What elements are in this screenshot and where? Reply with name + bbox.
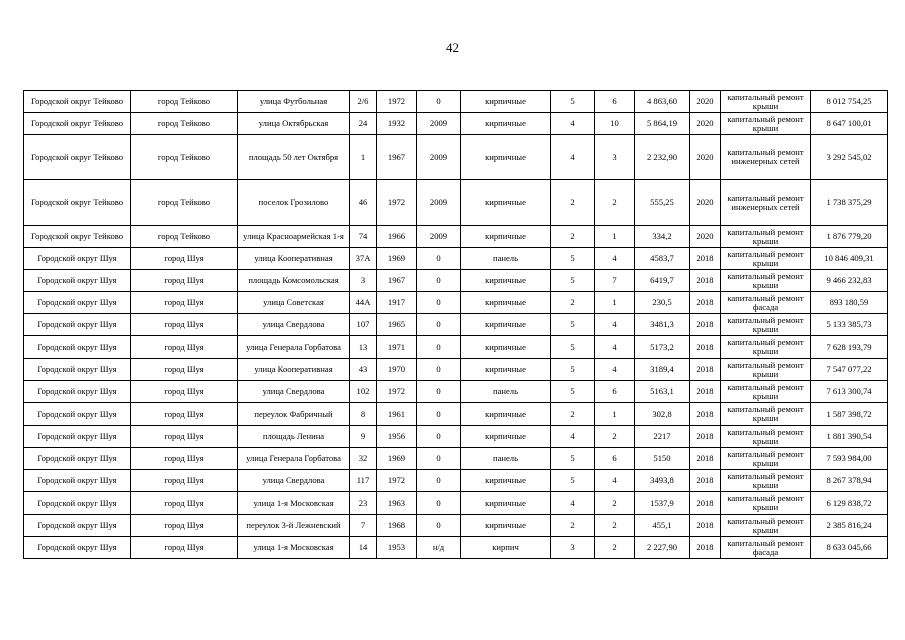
cell-area: 3493,8 xyxy=(635,470,690,492)
cell-work-type: капитальный ремонт крыши xyxy=(721,426,811,448)
cell-repair-year: 0 xyxy=(417,426,461,448)
table-row xyxy=(24,248,888,270)
cell-plan-year: 2018 xyxy=(690,492,721,515)
cell-house: 43 xyxy=(350,359,377,381)
cell-street: переулок 3-й Лежневский xyxy=(238,515,350,537)
cell-cost: 893 180,59 xyxy=(811,292,888,314)
table-row xyxy=(24,448,888,470)
cell-build-year: 1969 xyxy=(377,248,417,270)
cell-street: переулок Фабричный xyxy=(238,403,350,426)
cell-house: 24 xyxy=(350,113,377,135)
cell-city: город Тейково xyxy=(131,91,238,113)
cell-floors: 2 xyxy=(551,515,595,537)
cell-city: город Шуя xyxy=(131,448,238,470)
cell-okrug: Городской округ Шуя xyxy=(24,381,131,403)
cell-cost: 1 587 398,72 xyxy=(811,403,888,426)
cell-city: город Шуя xyxy=(131,515,238,537)
cell-area: 5163,1 xyxy=(635,381,690,403)
cell-street: поселок Грозилово xyxy=(238,180,350,226)
table-row xyxy=(24,537,888,559)
cell-wall-material: кирпичные xyxy=(461,492,551,515)
cell-repair-year: н/д xyxy=(417,537,461,559)
cell-wall-material: кирпичные xyxy=(461,292,551,314)
cell-build-year: 1972 xyxy=(377,381,417,403)
cell-cost: 7 593 984,00 xyxy=(811,448,888,470)
cell-plan-year: 2018 xyxy=(690,248,721,270)
cell-city: город Шуя xyxy=(131,270,238,292)
cell-wall-material: панель xyxy=(461,248,551,270)
cell-area: 3189,4 xyxy=(635,359,690,381)
cell-street: улица Свердлова xyxy=(238,470,350,492)
cell-plan-year: 2018 xyxy=(690,403,721,426)
cell-wall-material: панель xyxy=(461,381,551,403)
cell-okrug: Городской округ Шуя xyxy=(24,537,131,559)
cell-house: 1 xyxy=(350,135,377,180)
cell-build-year: 1970 xyxy=(377,359,417,381)
table-row xyxy=(24,426,888,448)
cell-street: улица Красноармейская 1-я xyxy=(238,226,350,248)
cell-cost: 2 385 816,24 xyxy=(811,515,888,537)
cell-entrances: 2 xyxy=(595,537,635,559)
cell-house: 9 xyxy=(350,426,377,448)
cell-entrances: 4 xyxy=(595,336,635,359)
cell-plan-year: 2018 xyxy=(690,270,721,292)
cell-work-type: капитальный ремонт инженерных сетей xyxy=(721,135,811,180)
cell-plan-year: 2018 xyxy=(690,359,721,381)
cell-house: 13 xyxy=(350,336,377,359)
cell-street: улица Октябрьская xyxy=(238,113,350,135)
cell-repair-year: 0 xyxy=(417,292,461,314)
cell-house: 8 xyxy=(350,403,377,426)
table-row xyxy=(24,492,888,515)
cell-plan-year: 2018 xyxy=(690,336,721,359)
cell-okrug: Городской округ Тейково xyxy=(24,135,131,180)
cell-house: 117 xyxy=(350,470,377,492)
cell-cost: 8 647 100,01 xyxy=(811,113,888,135)
cell-street: улица Футбольная xyxy=(238,91,350,113)
cell-street: улица Свердлова xyxy=(238,381,350,403)
cell-build-year: 1972 xyxy=(377,470,417,492)
cell-repair-year: 0 xyxy=(417,359,461,381)
cell-city: город Шуя xyxy=(131,537,238,559)
cell-entrances: 10 xyxy=(595,113,635,135)
cell-cost: 7 613 300,74 xyxy=(811,381,888,403)
table-row xyxy=(24,270,888,292)
cell-okrug: Городской округ Тейково xyxy=(24,180,131,226)
table-row xyxy=(24,135,888,180)
cell-house: 3 xyxy=(350,270,377,292)
cell-build-year: 1968 xyxy=(377,515,417,537)
cell-street: улица 1-я Московская xyxy=(238,492,350,515)
cell-floors: 4 xyxy=(551,492,595,515)
cell-city: город Шуя xyxy=(131,248,238,270)
cell-street: улица Кооперативная xyxy=(238,248,350,270)
cell-street: улица Кооперативная xyxy=(238,359,350,381)
cell-floors: 5 xyxy=(551,448,595,470)
cell-okrug: Городской округ Шуя xyxy=(24,248,131,270)
cell-wall-material: кирпичные xyxy=(461,226,551,248)
table-row xyxy=(24,180,888,226)
cell-city: город Шуя xyxy=(131,403,238,426)
cell-floors: 3 xyxy=(551,537,595,559)
cell-city: город Шуя xyxy=(131,381,238,403)
cell-street: площадь Комсомольская xyxy=(238,270,350,292)
cell-okrug: Городской округ Тейково xyxy=(24,113,131,135)
table-row xyxy=(24,470,888,492)
cell-house: 14 xyxy=(350,537,377,559)
cell-repair-year: 2009 xyxy=(417,180,461,226)
cell-build-year: 1969 xyxy=(377,448,417,470)
cell-okrug: Городской округ Тейково xyxy=(24,91,131,113)
cell-cost: 7 628 193,79 xyxy=(811,336,888,359)
cell-house: 2/6 xyxy=(350,91,377,113)
cell-work-type: капитальный ремонт крыши xyxy=(721,226,811,248)
cell-work-type: капитальный ремонт крыши xyxy=(721,314,811,336)
cell-repair-year: 0 xyxy=(417,492,461,515)
cell-work-type: капитальный ремонт фасада xyxy=(721,292,811,314)
cell-build-year: 1967 xyxy=(377,135,417,180)
cell-repair-year: 2009 xyxy=(417,226,461,248)
cell-work-type: капитальный ремонт крыши xyxy=(721,336,811,359)
cell-cost: 8 633 045,66 xyxy=(811,537,888,559)
cell-area: 230,5 xyxy=(635,292,690,314)
table-row xyxy=(24,336,888,359)
cell-plan-year: 2018 xyxy=(690,381,721,403)
cell-city: город Шуя xyxy=(131,314,238,336)
buildings-table xyxy=(23,90,888,559)
cell-cost: 1 876 779,20 xyxy=(811,226,888,248)
cell-wall-material: кирпичные xyxy=(461,336,551,359)
cell-repair-year: 0 xyxy=(417,91,461,113)
cell-area: 555,25 xyxy=(635,180,690,226)
cell-area: 302,8 xyxy=(635,403,690,426)
cell-floors: 5 xyxy=(551,381,595,403)
cell-work-type: капитальный ремонт крыши xyxy=(721,515,811,537)
cell-wall-material: кирпичные xyxy=(461,515,551,537)
cell-plan-year: 2018 xyxy=(690,537,721,559)
cell-entrances: 1 xyxy=(595,403,635,426)
cell-area: 455,1 xyxy=(635,515,690,537)
cell-entrances: 1 xyxy=(595,292,635,314)
cell-work-type: капитальный ремонт инженерных сетей xyxy=(721,180,811,226)
cell-okrug: Городской округ Тейково xyxy=(24,226,131,248)
cell-build-year: 1961 xyxy=(377,403,417,426)
cell-street: улица Генерала Горбатова xyxy=(238,336,350,359)
cell-repair-year: 2009 xyxy=(417,135,461,180)
cell-cost: 1 881 390,54 xyxy=(811,426,888,448)
cell-plan-year: 2018 xyxy=(690,470,721,492)
cell-floors: 4 xyxy=(551,135,595,180)
page-number: 42 xyxy=(446,40,459,55)
cell-repair-year: 2009 xyxy=(417,113,461,135)
cell-area: 4583,7 xyxy=(635,248,690,270)
cell-wall-material: кирпичные xyxy=(461,470,551,492)
cell-city: город Тейково xyxy=(131,113,238,135)
cell-work-type: капитальный ремонт крыши xyxy=(721,448,811,470)
cell-work-type: капитальный ремонт крыши xyxy=(721,91,811,113)
cell-repair-year: 0 xyxy=(417,515,461,537)
cell-entrances: 2 xyxy=(595,492,635,515)
cell-house: 7 xyxy=(350,515,377,537)
cell-entrances: 4 xyxy=(595,359,635,381)
cell-work-type: капитальный ремонт крыши xyxy=(721,270,811,292)
cell-floors: 5 xyxy=(551,314,595,336)
cell-entrances: 7 xyxy=(595,270,635,292)
cell-repair-year: 0 xyxy=(417,448,461,470)
cell-plan-year: 2020 xyxy=(690,226,721,248)
cell-house: 37А xyxy=(350,248,377,270)
cell-okrug: Городской округ Шуя xyxy=(24,470,131,492)
cell-entrances: 6 xyxy=(595,381,635,403)
cell-entrances: 2 xyxy=(595,180,635,226)
cell-city: город Шуя xyxy=(131,492,238,515)
cell-floors: 5 xyxy=(551,270,595,292)
cell-plan-year: 2018 xyxy=(690,292,721,314)
cell-repair-year: 0 xyxy=(417,470,461,492)
cell-repair-year: 0 xyxy=(417,248,461,270)
cell-plan-year: 2018 xyxy=(690,515,721,537)
cell-floors: 5 xyxy=(551,336,595,359)
table-row xyxy=(24,381,888,403)
cell-entrances: 4 xyxy=(595,314,635,336)
cell-area: 2 227,90 xyxy=(635,537,690,559)
cell-work-type: капитальный ремонт крыши xyxy=(721,403,811,426)
cell-house: 74 xyxy=(350,226,377,248)
cell-work-type: капитальный ремонт крыши xyxy=(721,359,811,381)
cell-repair-year: 0 xyxy=(417,314,461,336)
cell-city: город Шуя xyxy=(131,292,238,314)
cell-wall-material: кирпичные xyxy=(461,403,551,426)
cell-wall-material: панель xyxy=(461,448,551,470)
cell-house: 32 xyxy=(350,448,377,470)
cell-entrances: 4 xyxy=(595,248,635,270)
cell-repair-year: 0 xyxy=(417,270,461,292)
cell-cost: 3 292 545,02 xyxy=(811,135,888,180)
cell-build-year: 1972 xyxy=(377,180,417,226)
cell-repair-year: 0 xyxy=(417,336,461,359)
cell-okrug: Городской округ Шуя xyxy=(24,426,131,448)
cell-okrug: Городской округ Шуя xyxy=(24,359,131,381)
cell-work-type: капитальный ремонт крыши xyxy=(721,381,811,403)
cell-area: 3481,3 xyxy=(635,314,690,336)
table-row xyxy=(24,403,888,426)
cell-entrances: 2 xyxy=(595,426,635,448)
cell-build-year: 1956 xyxy=(377,426,417,448)
cell-city: город Тейково xyxy=(131,226,238,248)
cell-city: город Шуя xyxy=(131,336,238,359)
cell-plan-year: 2018 xyxy=(690,314,721,336)
cell-entrances: 4 xyxy=(595,470,635,492)
cell-entrances: 2 xyxy=(595,515,635,537)
cell-area: 2 232,90 xyxy=(635,135,690,180)
cell-city: город Тейково xyxy=(131,180,238,226)
cell-house: 107 xyxy=(350,314,377,336)
cell-street: улица Свердлова xyxy=(238,314,350,336)
cell-city: город Шуя xyxy=(131,470,238,492)
cell-plan-year: 2020 xyxy=(690,180,721,226)
cell-wall-material: кирпичные xyxy=(461,180,551,226)
cell-wall-material: кирпичные xyxy=(461,113,551,135)
cell-street: улица Генерала Горбатова xyxy=(238,448,350,470)
cell-house: 46 xyxy=(350,180,377,226)
cell-cost: 5 133 385,73 xyxy=(811,314,888,336)
cell-cost: 8 267 378,94 xyxy=(811,470,888,492)
cell-street: улица Советская xyxy=(238,292,350,314)
cell-work-type: капитальный ремонт крыши xyxy=(721,248,811,270)
cell-build-year: 1972 xyxy=(377,91,417,113)
cell-plan-year: 2018 xyxy=(690,448,721,470)
cell-okrug: Городской округ Шуя xyxy=(24,403,131,426)
cell-build-year: 1917 xyxy=(377,292,417,314)
table-row xyxy=(24,113,888,135)
cell-house: 44А xyxy=(350,292,377,314)
cell-entrances: 6 xyxy=(595,91,635,113)
cell-build-year: 1932 xyxy=(377,113,417,135)
cell-entrances: 6 xyxy=(595,448,635,470)
cell-floors: 2 xyxy=(551,403,595,426)
cell-street: площадь 50 лет Октября xyxy=(238,135,350,180)
cell-wall-material: кирпичные xyxy=(461,270,551,292)
cell-build-year: 1953 xyxy=(377,537,417,559)
cell-wall-material: кирпичные xyxy=(461,135,551,180)
cell-floors: 4 xyxy=(551,113,595,135)
cell-okrug: Городской округ Шуя xyxy=(24,492,131,515)
cell-street: площадь Ленина xyxy=(238,426,350,448)
cell-repair-year: 0 xyxy=(417,381,461,403)
cell-floors: 5 xyxy=(551,91,595,113)
cell-floors: 2 xyxy=(551,180,595,226)
cell-plan-year: 2020 xyxy=(690,113,721,135)
cell-build-year: 1963 xyxy=(377,492,417,515)
cell-cost: 7 547 077,22 xyxy=(811,359,888,381)
cell-plan-year: 2018 xyxy=(690,426,721,448)
table-row xyxy=(24,515,888,537)
table-row xyxy=(24,226,888,248)
cell-wall-material: кирпичные xyxy=(461,91,551,113)
table-row xyxy=(24,314,888,336)
cell-wall-material: кирпичные xyxy=(461,426,551,448)
cell-floors: 5 xyxy=(551,248,595,270)
table-row xyxy=(24,91,888,113)
cell-cost: 9 466 232,83 xyxy=(811,270,888,292)
cell-house: 23 xyxy=(350,492,377,515)
cell-plan-year: 2020 xyxy=(690,91,721,113)
cell-okrug: Городской округ Шуя xyxy=(24,292,131,314)
cell-cost: 10 846 409,31 xyxy=(811,248,888,270)
cell-work-type: капитальный ремонт крыши xyxy=(721,492,811,515)
cell-area: 5150 xyxy=(635,448,690,470)
cell-work-type: капитальный ремонт фасада xyxy=(721,537,811,559)
cell-floors: 2 xyxy=(551,292,595,314)
cell-cost: 6 129 838,72 xyxy=(811,492,888,515)
cell-floors: 5 xyxy=(551,470,595,492)
cell-city: город Шуя xyxy=(131,426,238,448)
cell-area: 5173,2 xyxy=(635,336,690,359)
cell-cost: 1 738 375,29 xyxy=(811,180,888,226)
cell-work-type: капитальный ремонт крыши xyxy=(721,113,811,135)
cell-area: 334,2 xyxy=(635,226,690,248)
cell-entrances: 1 xyxy=(595,226,635,248)
cell-city: город Шуя xyxy=(131,359,238,381)
cell-wall-material: кирпичные xyxy=(461,359,551,381)
cell-work-type: капитальный ремонт крыши xyxy=(721,470,811,492)
cell-repair-year: 0 xyxy=(417,403,461,426)
cell-wall-material: кирпич xyxy=(461,537,551,559)
table-row xyxy=(24,292,888,314)
cell-wall-material: кирпичные xyxy=(461,314,551,336)
cell-build-year: 1971 xyxy=(377,336,417,359)
cell-build-year: 1967 xyxy=(377,270,417,292)
cell-okrug: Городской округ Шуя xyxy=(24,314,131,336)
cell-floors: 5 xyxy=(551,359,595,381)
cell-area: 4 863,60 xyxy=(635,91,690,113)
cell-street: улица 1-я Московская xyxy=(238,537,350,559)
cell-okrug: Городской округ Шуя xyxy=(24,270,131,292)
cell-cost: 8 012 754,25 xyxy=(811,91,888,113)
cell-house: 102 xyxy=(350,381,377,403)
cell-entrances: 3 xyxy=(595,135,635,180)
cell-area: 1537,9 xyxy=(635,492,690,515)
cell-okrug: Городской округ Шуя xyxy=(24,515,131,537)
cell-build-year: 1966 xyxy=(377,226,417,248)
cell-area: 2217 xyxy=(635,426,690,448)
cell-plan-year: 2020 xyxy=(690,135,721,180)
cell-area: 6419,7 xyxy=(635,270,690,292)
cell-floors: 4 xyxy=(551,426,595,448)
cell-okrug: Городской округ Шуя xyxy=(24,336,131,359)
table-row xyxy=(24,359,888,381)
table-body xyxy=(24,91,888,559)
cell-city: город Тейково xyxy=(131,135,238,180)
cell-floors: 2 xyxy=(551,226,595,248)
cell-build-year: 1965 xyxy=(377,314,417,336)
cell-area: 5 864,19 xyxy=(635,113,690,135)
cell-okrug: Городской округ Шуя xyxy=(24,448,131,470)
